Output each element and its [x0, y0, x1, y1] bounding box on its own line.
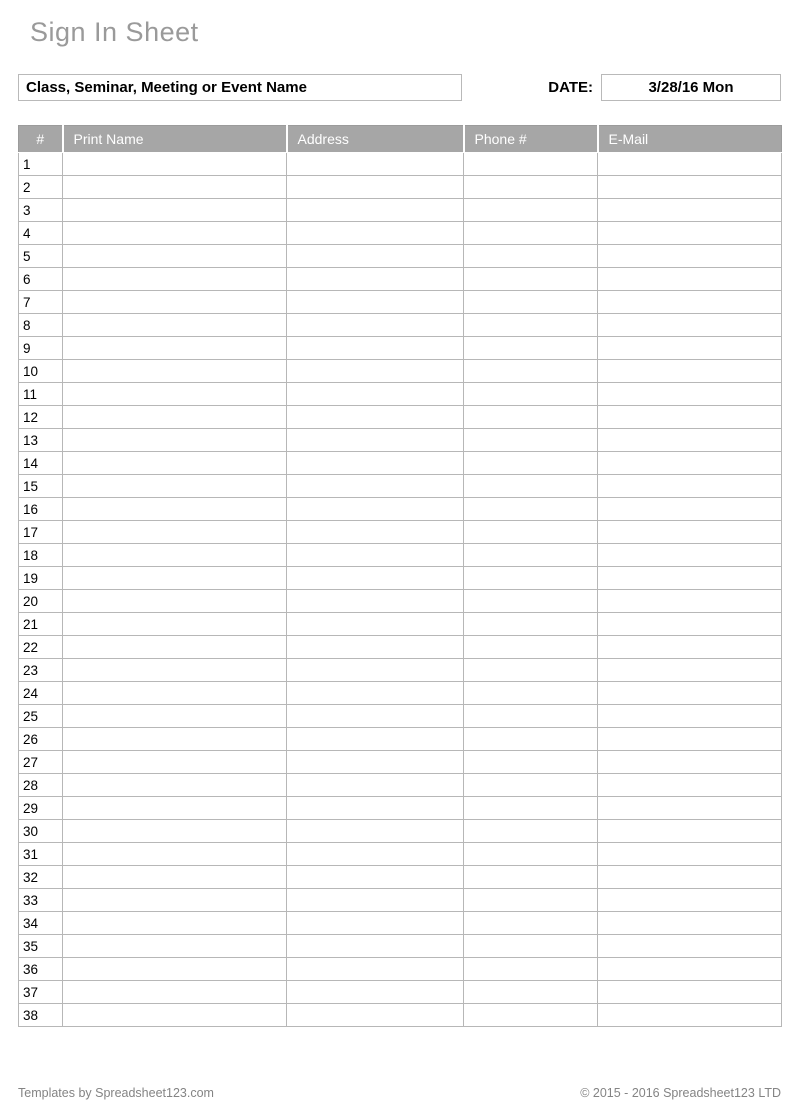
cell-address-row-25[interactable] [287, 705, 464, 728]
cell-print_name-row-19[interactable] [63, 567, 287, 590]
row-number-cell: 3 [19, 199, 63, 222]
cell-email-row-31[interactable] [598, 843, 782, 866]
cell-email-row-9[interactable] [598, 337, 782, 360]
cell-phone-row-11[interactable] [464, 383, 598, 406]
table-row [19, 866, 782, 889]
cell-address-row-12[interactable] [287, 406, 464, 429]
cell-address-row-5[interactable] [287, 245, 464, 268]
cell-print_name-row-25[interactable] [63, 705, 287, 728]
cell-print_name-row-12[interactable] [63, 406, 287, 429]
cell-print_name-row-35[interactable] [63, 935, 287, 958]
cell-phone-row-21[interactable] [464, 613, 598, 636]
cell-email-row-37[interactable] [598, 981, 782, 1004]
table-row [19, 958, 782, 981]
cell-print_name-row-13[interactable] [63, 429, 287, 452]
cell-email-row-26[interactable] [598, 728, 782, 751]
cell-address-row-13[interactable] [287, 429, 464, 452]
cell-address-row-19[interactable] [287, 567, 464, 590]
cell-print_name-row-1[interactable] [63, 153, 287, 176]
table-row [19, 935, 782, 958]
cell-email-row-17[interactable] [598, 521, 782, 544]
cell-email-row-14[interactable] [598, 452, 782, 475]
table-row [19, 268, 782, 291]
cell-address-row-28[interactable] [287, 774, 464, 797]
cell-address-row-20[interactable] [287, 590, 464, 613]
cell-email-row-25[interactable] [598, 705, 782, 728]
cell-email-row-28[interactable] [598, 774, 782, 797]
cell-phone-row-2[interactable] [464, 176, 598, 199]
table-body [19, 153, 782, 1027]
table-row [19, 912, 782, 935]
table-row [19, 728, 782, 751]
cell-phone-row-7[interactable] [464, 291, 598, 314]
cell-print_name-row-34[interactable] [63, 912, 287, 935]
row-number-cell: 34 [19, 912, 63, 935]
cell-address-row-35[interactable] [287, 935, 464, 958]
cell-phone-row-15[interactable] [464, 475, 598, 498]
cell-address-row-34[interactable] [287, 912, 464, 935]
row-number-cell: 12 [19, 406, 63, 429]
table-row [19, 544, 782, 567]
table-row [19, 176, 782, 199]
cell-phone-row-23[interactable] [464, 659, 598, 682]
cell-email-row-10[interactable] [598, 360, 782, 383]
cell-print_name-row-23[interactable] [63, 659, 287, 682]
cell-print_name-row-14[interactable] [63, 452, 287, 475]
table-row [19, 981, 782, 1004]
cell-email-row-35[interactable] [598, 935, 782, 958]
cell-address-row-4[interactable] [287, 222, 464, 245]
row-number-cell: 17 [19, 521, 63, 544]
table-row [19, 521, 782, 544]
cell-address-row-37[interactable] [287, 981, 464, 1004]
table-row [19, 360, 782, 383]
cell-print_name-row-36[interactable] [63, 958, 287, 981]
cell-print_name-row-28[interactable] [63, 774, 287, 797]
row-number-cell: 16 [19, 498, 63, 521]
cell-address-row-17[interactable] [287, 521, 464, 544]
cell-address-row-8[interactable] [287, 314, 464, 337]
cell-phone-row-29[interactable] [464, 797, 598, 820]
table-row [19, 889, 782, 912]
cell-print_name-row-20[interactable] [63, 590, 287, 613]
cell-phone-row-28[interactable] [464, 774, 598, 797]
column-header-address: Address [287, 126, 464, 153]
table-row [19, 429, 782, 452]
column-header-print_name: Print Name [63, 126, 287, 153]
cell-print_name-row-27[interactable] [63, 751, 287, 774]
cell-email-row-11[interactable] [598, 383, 782, 406]
cell-address-row-3[interactable] [287, 199, 464, 222]
row-number-cell: 22 [19, 636, 63, 659]
row-number-cell: 32 [19, 866, 63, 889]
page-footer [18, 1086, 781, 1100]
signin-table [18, 125, 782, 1027]
cell-phone-row-33[interactable] [464, 889, 598, 912]
cell-phone-row-25[interactable] [464, 705, 598, 728]
cell-print_name-row-10[interactable] [63, 360, 287, 383]
table-row [19, 245, 782, 268]
table-row [19, 475, 782, 498]
column-header-num: # [19, 126, 63, 153]
cell-email-row-21[interactable] [598, 613, 782, 636]
cell-print_name-row-6[interactable] [63, 268, 287, 291]
table-row [19, 153, 782, 176]
cell-email-row-29[interactable] [598, 797, 782, 820]
footer-credit-left: Templates by Spreadsheet123.com [18, 1086, 214, 1100]
cell-email-row-24[interactable] [598, 682, 782, 705]
cell-print_name-row-11[interactable] [63, 383, 287, 406]
row-number-cell: 37 [19, 981, 63, 1004]
cell-phone-row-8[interactable] [464, 314, 598, 337]
cell-address-row-22[interactable] [287, 636, 464, 659]
row-number-cell: 7 [19, 291, 63, 314]
cell-email-row-22[interactable] [598, 636, 782, 659]
row-number-cell: 6 [19, 268, 63, 291]
cell-phone-row-12[interactable] [464, 406, 598, 429]
cell-phone-row-26[interactable] [464, 728, 598, 751]
table-row [19, 337, 782, 360]
cell-address-row-11[interactable] [287, 383, 464, 406]
cell-address-row-33[interactable] [287, 889, 464, 912]
cell-address-row-26[interactable] [287, 728, 464, 751]
cell-address-row-27[interactable] [287, 751, 464, 774]
cell-print_name-row-3[interactable] [63, 199, 287, 222]
cell-email-row-7[interactable] [598, 291, 782, 314]
cell-print_name-row-37[interactable] [63, 981, 287, 1004]
cell-email-row-34[interactable] [598, 912, 782, 935]
cell-print_name-row-8[interactable] [63, 314, 287, 337]
cell-email-row-13[interactable] [598, 429, 782, 452]
date-label: DATE: [548, 79, 593, 96]
table-row [19, 843, 782, 866]
table-row [19, 613, 782, 636]
cell-address-row-31[interactable] [287, 843, 464, 866]
cell-address-row-14[interactable] [287, 452, 464, 475]
table-row [19, 567, 782, 590]
cell-print_name-row-24[interactable] [63, 682, 287, 705]
row-number-cell: 38 [19, 1004, 63, 1027]
cell-phone-row-5[interactable] [464, 245, 598, 268]
table-row [19, 291, 782, 314]
row-number-cell: 31 [19, 843, 63, 866]
row-number-cell: 27 [19, 751, 63, 774]
cell-phone-row-24[interactable] [464, 682, 598, 705]
table-row [19, 452, 782, 475]
table-row [19, 751, 782, 774]
event-name-field[interactable]: Class, Seminar, Meeting or Event Name [18, 74, 462, 101]
table-row [19, 797, 782, 820]
cell-print_name-row-9[interactable] [63, 337, 287, 360]
row-number-cell: 28 [19, 774, 63, 797]
cell-email-row-4[interactable] [598, 222, 782, 245]
cell-email-row-18[interactable] [598, 544, 782, 567]
cell-phone-row-1[interactable] [464, 153, 598, 176]
column-header-phone: Phone # [464, 126, 598, 153]
cell-print_name-row-33[interactable] [63, 889, 287, 912]
date-field[interactable]: 3/28/16 Mon [601, 74, 781, 101]
row-number-cell: 2 [19, 176, 63, 199]
table-row [19, 682, 782, 705]
cell-address-row-6[interactable] [287, 268, 464, 291]
cell-print_name-row-26[interactable] [63, 728, 287, 751]
row-number-cell: 10 [19, 360, 63, 383]
cell-address-row-36[interactable] [287, 958, 464, 981]
row-number-cell: 33 [19, 889, 63, 912]
table-row [19, 1004, 782, 1027]
cell-print_name-row-15[interactable] [63, 475, 287, 498]
cell-email-row-19[interactable] [598, 567, 782, 590]
cell-phone-row-20[interactable] [464, 590, 598, 613]
cell-phone-row-32[interactable] [464, 866, 598, 889]
table-row [19, 406, 782, 429]
meta-row [18, 74, 781, 101]
cell-address-row-15[interactable] [287, 475, 464, 498]
row-number-cell: 15 [19, 475, 63, 498]
row-number-cell: 19 [19, 567, 63, 590]
cell-phone-row-9[interactable] [464, 337, 598, 360]
cell-address-row-9[interactable] [287, 337, 464, 360]
table-row [19, 222, 782, 245]
page-title: Sign In Sheet [30, 17, 199, 47]
cell-phone-row-10[interactable] [464, 360, 598, 383]
row-number-cell: 14 [19, 452, 63, 475]
footer-copyright-right: © 2015 - 2016 Spreadsheet123 LTD [580, 1086, 781, 1100]
table-row [19, 199, 782, 222]
cell-address-row-24[interactable] [287, 682, 464, 705]
row-number-cell: 8 [19, 314, 63, 337]
cell-address-row-16[interactable] [287, 498, 464, 521]
cell-phone-row-22[interactable] [464, 636, 598, 659]
table-row [19, 590, 782, 613]
cell-phone-row-18[interactable] [464, 544, 598, 567]
cell-phone-row-13[interactable] [464, 429, 598, 452]
cell-phone-row-3[interactable] [464, 199, 598, 222]
row-number-cell: 4 [19, 222, 63, 245]
cell-print_name-row-2[interactable] [63, 176, 287, 199]
row-number-cell: 13 [19, 429, 63, 452]
cell-print_name-row-22[interactable] [63, 636, 287, 659]
cell-print_name-row-29[interactable] [63, 797, 287, 820]
row-number-cell: 30 [19, 820, 63, 843]
cell-phone-row-35[interactable] [464, 935, 598, 958]
row-number-cell: 21 [19, 613, 63, 636]
row-number-cell: 18 [19, 544, 63, 567]
cell-email-row-33[interactable] [598, 889, 782, 912]
cell-email-row-12[interactable] [598, 406, 782, 429]
cell-address-row-7[interactable] [287, 291, 464, 314]
table-row [19, 314, 782, 337]
cell-address-row-23[interactable] [287, 659, 464, 682]
row-number-cell: 20 [19, 590, 63, 613]
cell-phone-row-38[interactable] [464, 1004, 598, 1027]
cell-phone-row-4[interactable] [464, 222, 598, 245]
cell-address-row-38[interactable] [287, 1004, 464, 1027]
cell-email-row-2[interactable] [598, 176, 782, 199]
cell-email-row-27[interactable] [598, 751, 782, 774]
cell-email-row-8[interactable] [598, 314, 782, 337]
row-number-cell: 5 [19, 245, 63, 268]
row-number-cell: 9 [19, 337, 63, 360]
cell-print_name-row-38[interactable] [63, 1004, 287, 1027]
table-row [19, 659, 782, 682]
cell-phone-row-34[interactable] [464, 912, 598, 935]
row-number-cell: 24 [19, 682, 63, 705]
column-header-email: E-Mail [598, 126, 782, 153]
cell-email-row-1[interactable] [598, 153, 782, 176]
row-number-cell: 35 [19, 935, 63, 958]
cell-print_name-row-5[interactable] [63, 245, 287, 268]
cell-email-row-16[interactable] [598, 498, 782, 521]
cell-email-row-3[interactable] [598, 199, 782, 222]
cell-phone-row-36[interactable] [464, 958, 598, 981]
cell-address-row-32[interactable] [287, 866, 464, 889]
cell-address-row-21[interactable] [287, 613, 464, 636]
cell-email-row-38[interactable] [598, 1004, 782, 1027]
cell-phone-row-14[interactable] [464, 452, 598, 475]
cell-address-row-29[interactable] [287, 797, 464, 820]
row-number-cell: 36 [19, 958, 63, 981]
table-row [19, 774, 782, 797]
cell-address-row-30[interactable] [287, 820, 464, 843]
row-number-cell: 1 [19, 153, 63, 176]
cell-address-row-18[interactable] [287, 544, 464, 567]
cell-print_name-row-17[interactable] [63, 521, 287, 544]
cell-phone-row-17[interactable] [464, 521, 598, 544]
cell-email-row-20[interactable] [598, 590, 782, 613]
table-header-row [19, 126, 782, 153]
row-number-cell: 25 [19, 705, 63, 728]
cell-print_name-row-16[interactable] [63, 498, 287, 521]
row-number-cell: 11 [19, 383, 63, 406]
cell-print_name-row-30[interactable] [63, 820, 287, 843]
cell-phone-row-37[interactable] [464, 981, 598, 1004]
cell-phone-row-27[interactable] [464, 751, 598, 774]
row-number-cell: 23 [19, 659, 63, 682]
cell-print_name-row-31[interactable] [63, 843, 287, 866]
cell-email-row-6[interactable] [598, 268, 782, 291]
table-row [19, 383, 782, 406]
cell-address-row-2[interactable] [287, 176, 464, 199]
cell-print_name-row-32[interactable] [63, 866, 287, 889]
row-number-cell: 26 [19, 728, 63, 751]
cell-email-row-23[interactable] [598, 659, 782, 682]
table-row [19, 705, 782, 728]
table-row [19, 820, 782, 843]
cell-print_name-row-7[interactable] [63, 291, 287, 314]
cell-email-row-36[interactable] [598, 958, 782, 981]
cell-address-row-1[interactable] [287, 153, 464, 176]
cell-email-row-30[interactable] [598, 820, 782, 843]
cell-print_name-row-21[interactable] [63, 613, 287, 636]
cell-email-row-15[interactable] [598, 475, 782, 498]
cell-phone-row-19[interactable] [464, 567, 598, 590]
row-number-cell: 29 [19, 797, 63, 820]
cell-print_name-row-4[interactable] [63, 222, 287, 245]
cell-print_name-row-18[interactable] [63, 544, 287, 567]
cell-email-row-5[interactable] [598, 245, 782, 268]
table-row [19, 498, 782, 521]
cell-phone-row-30[interactable] [464, 820, 598, 843]
cell-email-row-32[interactable] [598, 866, 782, 889]
cell-address-row-10[interactable] [287, 360, 464, 383]
cell-phone-row-31[interactable] [464, 843, 598, 866]
cell-phone-row-6[interactable] [464, 268, 598, 291]
cell-phone-row-16[interactable] [464, 498, 598, 521]
table-row [19, 636, 782, 659]
